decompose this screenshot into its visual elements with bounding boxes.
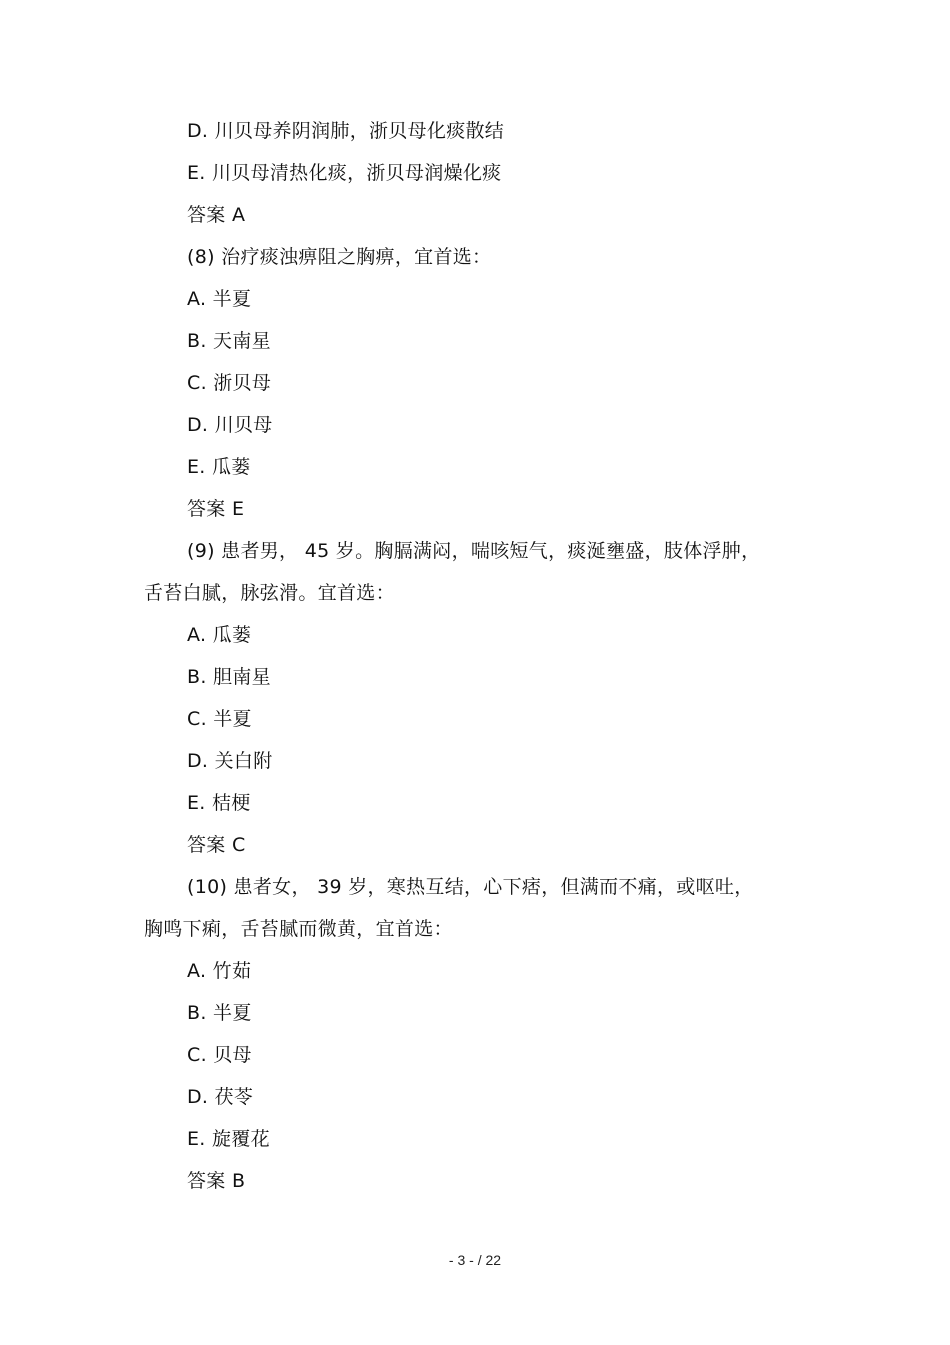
- question-continuation: 舌苔白腻，脉弦滑。宜首选：: [144, 582, 395, 604]
- option-line: E. 瓜蒌: [187, 456, 251, 478]
- option-line: E. 桔梗: [187, 792, 251, 814]
- option-line: A. 半夏: [187, 288, 252, 310]
- option-line: E. 旋覆花: [187, 1128, 270, 1150]
- answer-line: 答案 C: [187, 834, 246, 856]
- option-line: C. 半夏: [187, 708, 252, 730]
- option-line: B. 半夏: [187, 1002, 252, 1024]
- option-line: D. 川贝母养阴润肺，浙贝母化痰散结: [187, 120, 505, 142]
- question-line: (9) 患者男， 45 岁。胸膈满闷，喘咳短气，痰涎壅盛，肢体浮肿，: [187, 540, 761, 562]
- option-line: C. 浙贝母: [187, 372, 272, 394]
- question-continuation: 胸鸣下痢，舌苔腻而微黄，宜首选：: [144, 918, 453, 940]
- option-line: A. 竹茹: [187, 960, 252, 982]
- option-line: E. 川贝母清热化痰，浙贝母润燥化痰: [187, 162, 502, 184]
- answer-line: 答案 A: [187, 204, 246, 226]
- option-line: D. 茯苓: [187, 1086, 254, 1108]
- option-line: A. 瓜蒌: [187, 624, 252, 646]
- option-line: B. 胆南星: [187, 666, 271, 688]
- question-line: (10) 患者女， 39 岁，寒热互结，心下痞，但满而不痛，或呕吐，: [187, 876, 754, 898]
- option-line: B. 天南星: [187, 330, 271, 352]
- question-line: (8) 治疗痰浊痹阻之胸痹，宜首选：: [187, 246, 492, 268]
- option-line: D. 关白附: [187, 750, 273, 772]
- option-line: D. 川贝母: [187, 414, 273, 436]
- option-line: C. 贝母: [187, 1044, 252, 1066]
- answer-line: 答案 E: [187, 498, 245, 520]
- answer-line: 答案 B: [187, 1170, 246, 1192]
- page-number: - 3 - / 22: [448, 1252, 502, 1268]
